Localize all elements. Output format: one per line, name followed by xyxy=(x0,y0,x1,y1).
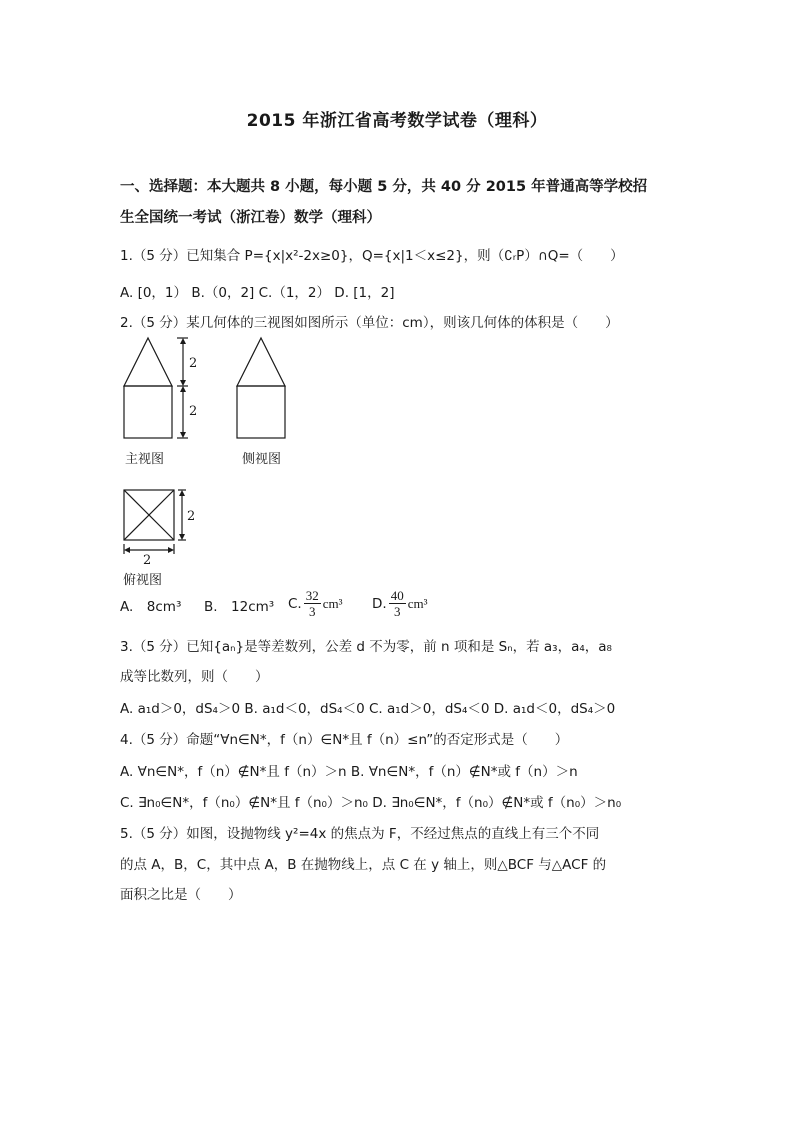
side-view-caption: 侧视图 xyxy=(242,452,282,467)
q2-option-d-label: D. xyxy=(372,595,387,612)
front-view-square xyxy=(124,386,172,438)
q2-option-d-num: 40 xyxy=(390,588,404,603)
q5-line1: 5.（5 分）如图，设抛物线 y²=4x 的焦点为 F，不经过焦点的直线上有三个不同 xyxy=(120,826,600,842)
q2-option-d-den: 3 xyxy=(393,604,401,619)
q4-options-ab: A. ∀n∈N*，f（n）∉N*且 f（n）＞n B. ∀n∈N*，f（n）∉N*或 f（n）＞n xyxy=(120,764,578,780)
q5-line3: 面积之比是（ ） xyxy=(120,887,242,903)
q1-options: A. [0，1） B.（0，2] C.（1，2） D. [1，2] xyxy=(120,285,395,301)
q2-option-a: A. 8cm³ xyxy=(120,599,182,615)
dim-label-width: 2 xyxy=(143,553,152,568)
q5-line2: 的点 A，B，C，其中点 A，B 在抛物线上，点 C 在 y 轴上，则△BCF 与△ACF 的 xyxy=(120,857,607,873)
q3-stem: 3.（5 分）已知{aₙ}是等差数列，公差 d 不为零，前 n 项和是 Sₙ，若 a₃，a₄，a₈ xyxy=(120,639,612,655)
q3-stem-line2: 成等比数列，则（ ） xyxy=(120,669,269,685)
side-view-triangle xyxy=(237,338,285,386)
q2-stem: 2.（5 分）某几何体的三视图如图所示（单位：cm），则该几何体的体积是（ ） xyxy=(120,315,619,331)
q2-option-c xyxy=(288,588,343,619)
front-view-triangle xyxy=(124,338,172,386)
front-view-caption: 主视图 xyxy=(125,452,165,467)
dim-label-bottom: 2 xyxy=(189,404,198,419)
q2-option-b: B. 12cm³ xyxy=(204,599,275,615)
q2-option-c-fraction xyxy=(304,588,321,619)
q3-options: A. a₁d＞0，dS₄＞0 B. a₁d＜0，dS₄＜0 C. a₁d＞0，dS₄＜0 D. a₁d＜0，dS₄＞0 xyxy=(120,701,616,717)
dim-label-top: 2 xyxy=(189,356,198,371)
q2-option-d-fraction xyxy=(389,588,406,619)
page-title: 2015 年浙江省高考数学试卷（理科） xyxy=(246,111,548,131)
q2-option-d-unit: cm³ xyxy=(407,595,428,611)
section-heading-line2: 生全国统一考试（浙江卷）数学（理科） xyxy=(120,210,381,226)
q2-option-c-num: 32 xyxy=(305,588,319,603)
dim-label-side: 2 xyxy=(187,509,196,524)
q2-option-c-label: C. xyxy=(288,595,302,612)
q2-option-c-unit: cm³ xyxy=(322,595,343,611)
q4-options-cd: C. ∃n₀∈N*，f（n₀）∉N*且 f（n₀）＞n₀ D. ∃n₀∈N*，f（n₀）∉N*或 f（n₀）＞n₀ xyxy=(120,795,622,811)
q1-stem: 1.（5 分）已知集合 P={x|x²-2x≥0}，Q={x|1＜x≤2}，则（∁ᵣP）∩Q=（ ） xyxy=(120,248,624,264)
side-view-square xyxy=(237,386,285,438)
q2-option-d xyxy=(372,588,427,619)
section-heading-line1: 一、选择题：本大题共 8 小题，每小题 5 分，共 40 分 2015 年普通高等学校招 xyxy=(120,179,648,195)
top-view-caption: 俯视图 xyxy=(123,573,163,588)
q4-stem: 4.（5 分）命题“∀n∈N*，f（n）∈N*且 f（n）≤n”的否定形式是（ ） xyxy=(120,732,569,748)
q2-option-c-den: 3 xyxy=(308,604,316,619)
